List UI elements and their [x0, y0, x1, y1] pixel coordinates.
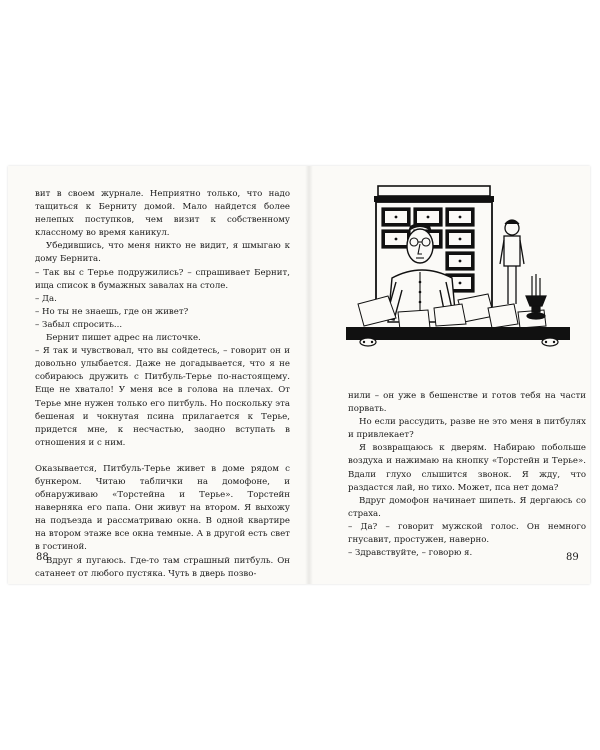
right-page-text — [348, 390, 586, 560]
paragraph: Вдруг домофон начинает шипеть. Я дергаюсь со страха. — [348, 495, 586, 519]
paragraph: – Здравствуйте, – говорю я. — [348, 548, 473, 559]
paragraph: вит в своем журнале. Неприятно только, что надо тащиться к Берниту домой. Мало найдется более нелепых поступков, чем визит к собственному классному во время каникул. — [35, 189, 290, 239]
page-number-right: 89 — [566, 552, 579, 563]
paragraph: – Да. — [35, 293, 57, 304]
paragraph: Бернит пишет адрес на листочке. — [46, 333, 201, 344]
book-spread — [8, 166, 590, 584]
paragraph: Я возвращаюсь к дверям. Набираю побольше воздуха и нажимаю на кнопку «Торстейн и Терье». Вдали глухо слышится звонок. Я жду, что раздастся лай, но тихо. Может, пса нет дома? — [348, 443, 586, 493]
paragraph: – Забыл спросить... — [35, 319, 123, 330]
paragraph: Но если рассудить, разве не это меня в питбулях и привлекает? — [348, 417, 586, 441]
paragraph: – Но ты не знаешь, где он живет? — [35, 306, 189, 317]
paragraph: Убедившись, что меня никто не видит, я шмыгаю к дому Бернита. — [35, 241, 290, 265]
paragraph: Оказывается, Питбуль-Терье живет в доме рядом с бункером. Читаю таблички на домофоне, и обнаруживаю «Торстейна и Терье». Торстейн наверняка его папа. Они живут на втором. Я выхожу на подъезда и рассматриваю окна. В одной квартире на втором этаже все окна темные. А в другой есть свет в гостиной. — [35, 463, 290, 553]
section-break — [35, 450, 290, 463]
paragraph: Вдруг я пугаюсь. Где-то там страшный питбуль. Он сатанеет от любого пустяка. Чуть в дверь позво- — [35, 555, 290, 579]
book-gutter — [305, 166, 313, 584]
page-number-left: 88 — [36, 552, 49, 563]
paragraph: нили – он уже в бешенстве и готов тебя на части порвать. — [348, 391, 586, 415]
teacher-at-desk-illustration — [338, 180, 578, 376]
paragraph: – Да? – говорит мужской голос. Он немного гнусавит, простужен, наверно. — [348, 521, 586, 546]
paragraph: – Я так и чувствовал, что вы сойдетесь, – говорит он и довольно улыбается. Даже не догадывается, что я не собираюсь дружить с Питбуль-Терье по-настоящему. Еще не хватало! У меня все в голова на плечах. От Терье мне нужен только его питбуль. Но поскольку эта бешеная и чокнутая псина прилагается к Терье, придется мне, к несчастью, заодно вступать в отношения и с ним. — [35, 346, 290, 448]
paragraph: – Так вы с Терье подружились? – спрашивает Бернит, ища список в бумажных завалах на столе. — [35, 267, 290, 291]
left-page-text-top — [35, 188, 290, 581]
